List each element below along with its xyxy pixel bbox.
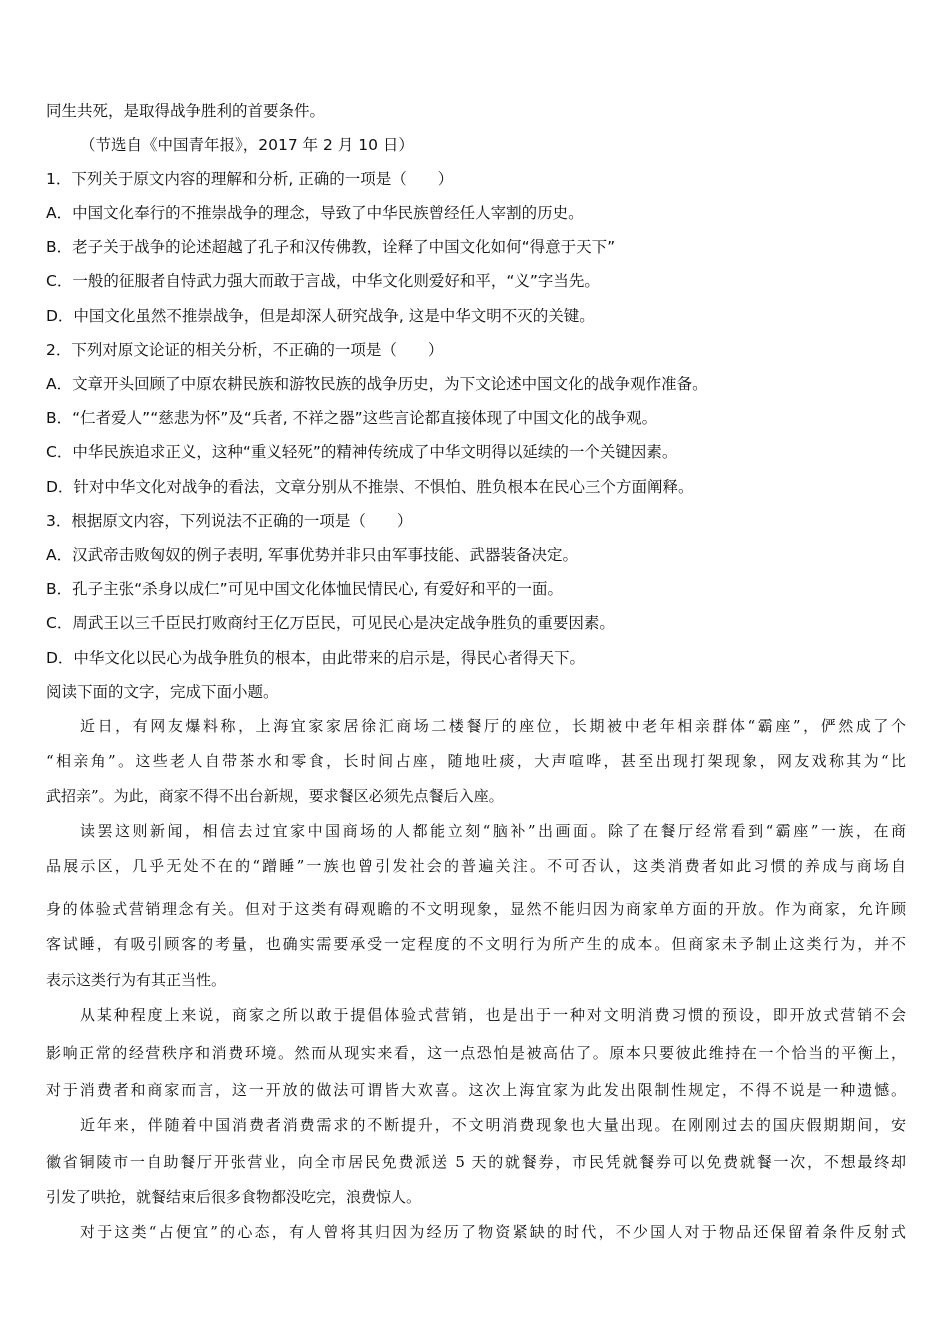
q3-option-b: B．孔子主张“杀身以成仁”可见中国文化体恤民情民心, 有爱好和平的一面。: [46, 580, 564, 598]
article-line: 近日，有网友爆料称，上海宜家家居徐汇商场二楼餐厅的座位，长期被中老年相亲群体“霸座”，俨然成了个: [80, 717, 906, 735]
q1-option-b: B．老子关于战争的论述超越了孔子和汉传佛教，诠释了中国文化如何“得意于天下”: [46, 238, 616, 256]
source-note: （节选自《中国青年报》，2017 年 2 月 10 日）: [80, 136, 414, 154]
q1-option-a: A．中国文化奉行的不推崇战争的理念，导致了中华民族曾经任人宰割的历史。: [46, 204, 584, 222]
article-line: “相亲角”。这些老人自带茶水和零食，长时间占座，随地吐痰，大声喧哗，甚至出现打架现象，网友戏称其为“比: [46, 752, 906, 770]
article-line: 客试睡，有吸引顾客的考量，也确实需要承受一定程度的不文明行为所产生的成本。但商家未予制止这类行为，并不: [46, 935, 906, 953]
question-3: 3．根据原文内容，下列说法不正确的一项是（ ）: [46, 512, 413, 530]
article-line: 从某种程度上来说，商家之所以敢于提倡体验式营销，也是出于一种对文明消费习惯的预设，即开放式营销不会: [80, 1006, 906, 1024]
q2-option-c: C．中华民族追求正义，这种“重义轻死”的精神传统成了中华文明得以延续的一个关键因素。: [46, 443, 678, 461]
article-line: 读罢这则新闻，相信去过宜家中国商场的人都能立刻“脑补”出画面。除了在餐厅经常看到“霸座”一族，在商: [80, 822, 906, 840]
article-line: 身的体验式营销理念有关。但对于这类有碍观瞻的不文明现象，显然不能归因为商家单方面的开放。作为商家，允许顾: [46, 900, 906, 918]
q2-option-d: D．针对中华文化对战争的看法，文章分别从不推崇、不惧怕、胜负根本在民心三个方面阐释。: [46, 478, 694, 496]
article-line: 影响正常的经营秩序和消费环境。然而从现实来看，这一点恐怕是被高估了。原本只要彼此维持在一个恰当的平衡上，: [46, 1044, 906, 1062]
q1-option-d: D．中国文化虽然不推崇战争，但是却深人研究战争, 这是中华文明不灭的关键。: [46, 307, 595, 325]
q3-option-d: D．中华文化以民心为战争胜负的根本，由此带来的启示是，得民心者得天下。: [46, 649, 585, 667]
reading-instruction: 阅读下面的文字，完成下面小题。: [46, 683, 279, 701]
q3-option-a: A．汉武帝击败匈奴的例子表明, 军事优势并非只由军事技能、武器装备决定。: [46, 546, 578, 564]
article-line: 徽省铜陵市一自助餐厅开张营业，向全市居民免费派送 5 天的就餐券，市民凭就餐券可以免费就餐一次，不想最终却: [46, 1153, 906, 1171]
question-1: 1．下列关于原文内容的理解和分析, 正确的一项是（ ）: [46, 170, 454, 188]
q3-option-c: C．周武王以三千臣民打败商纣王亿万臣民，可见民心是决定战争胜负的重要因素。: [46, 614, 615, 632]
question-2: 2．下列对原文论证的相关分析，不正确的一项是（ ）: [46, 341, 444, 359]
q1-option-c: C．一般的征服者自恃武力强大而敢于言战，中华文化则爱好和平，“义”字当先。: [46, 272, 600, 290]
article-line: 对于消费者和商家而言，这一开放的做法可谓皆大欢喜。这次上海宜家为此发出限制性规定，不得不说是一种遗憾。: [46, 1081, 906, 1099]
article-line: 对于这类“占便宜”的心态，有人曾将其归因为经历了物资紧缺的时代，不少国人对于物品还保留着条件反射式: [80, 1223, 906, 1241]
article-line: 品展示区，几乎无处不在的“蹭睡”一族也曾引发社会的普遍关注。不可否认，这类消费者如此习惯的养成与商场自: [46, 857, 906, 875]
article-line: 近年来，伴随着中国消费者消费需求的不断提升，不文明消费现象也大量出现。在刚刚过去的国庆假期期间，安: [80, 1116, 906, 1134]
article-line: 引发了哄抢，就餐结束后很多食物都没吃完，浪费惊人。: [46, 1188, 422, 1206]
q2-option-a: A．文章开头回顾了中原农耕民族和游牧民族的战争历史，为下文论述中国文化的战争观作准备。: [46, 375, 708, 393]
q2-option-b: B．“仁者爱人”“慈悲为怀”及“兵者, 不祥之器”这些言论都直接体现了中国文化的战争观。: [46, 409, 658, 427]
article-line: 武招亲”。为此，商家不得不出台新规，要求餐区必须先点餐后入座。: [46, 787, 504, 805]
article-line: 表示这类行为有其正当性。: [46, 971, 227, 989]
paragraph-line: 同生共死，是取得战争胜利的首要条件。: [46, 102, 326, 120]
